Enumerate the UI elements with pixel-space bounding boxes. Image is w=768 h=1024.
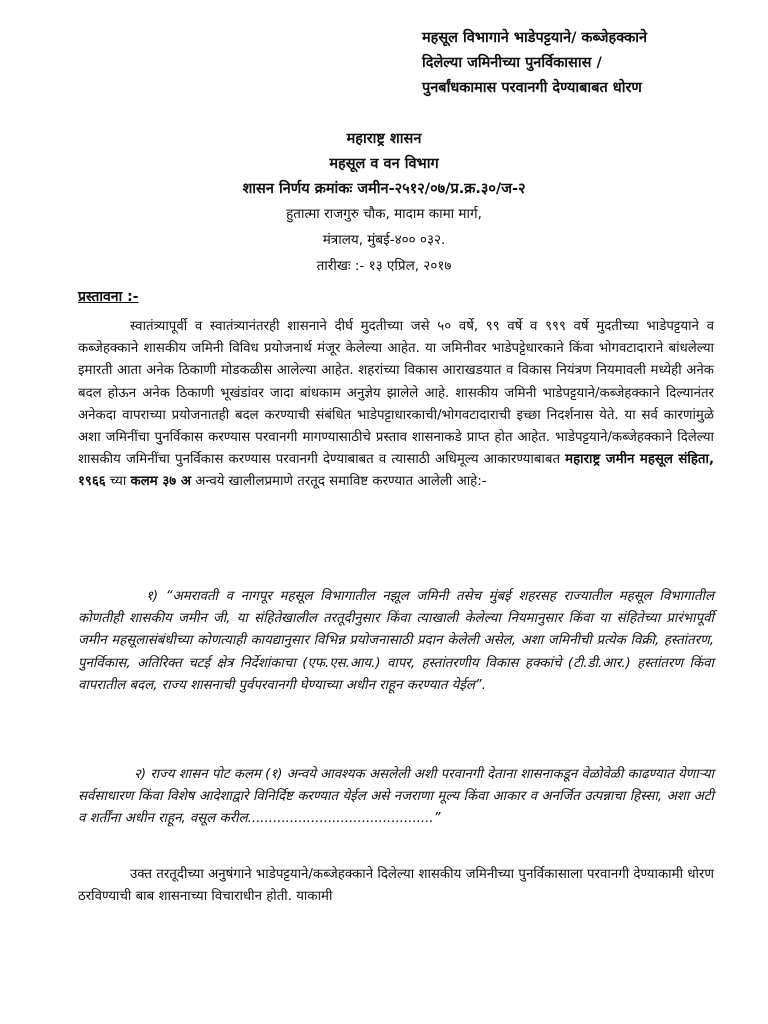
preamble-heading: प्रस्तावना :- bbox=[78, 289, 139, 305]
department-name: महसूल व वन विभाग bbox=[329, 156, 439, 172]
subject-line: दिलेल्या जमिनीच्या पुनर्विकासास / bbox=[422, 55, 602, 71]
clause-text: २) राज्य शासन पोट कलम (१) अन्वये आवश्यक असलेली अशी परवानगी देताना शासनाकडून वेळोवेळी काढण्यात येणाऱ्या सर्वसाधारण किंवा विशेष आदेशाद्वारे विनिर्दिष्ट करण्यात येईल असे नजराणा मूल्य किंवा आकार व अनर्जित उत्पन्नाचा हिस्सा, अशा अटी व शर्तींना अधीन राहून, वसूल करील............................................” bbox=[78, 767, 714, 827]
subject-line: पुनर्बांधकामास परवानगी देण्याबाबत धोरण bbox=[422, 80, 642, 96]
preamble-body: स्वातंत्र्यापूर्वी व स्वातंत्र्यानंतरही शासनाने दीर्घ मुदतीच्या जसे ५० वर्षे, ९९ वर्षे व ९९९ वर्षे मुदतीच्या भाडेपट्टयाने व कब्जेहक्काने शासकीय जमिनी विविध प्रयोजनार्थ मंजूर केलेल्या आहेत. या जमिनीवर भाडेपट्टेधारकाने किंवा भोगवटादाराने बांधलेल्या इमारती आता अनेक ठिकाणी मोडकळीस आलेल्या आहेत. शहरांच्या विकास आराखडयात व विकास नियंत्रण नियमावली मध्येही अनेक बदल होऊन अनेक ठिकाणी भूखंडांवर जादा बांधकाम अनुज्ञेय झालेले आहे. शासकीय जमिनी भाडेपट्टयाने/कब्जेहक्काने दिल्यानंतर अनेकदा वापराच्या प्रयोजनातही बदल करण्याची संबंधित भाडेपट्टाधारकाची/भोगवटादाराची इच्छा निदर्शनास येते. या सर्व कारणांमुळे अशा जमिनींचा पुनर्विकास करण्यास परवानगी मागण्यासाठीचे प्रस्ताव शासनाकडे प्राप्त होत आहेत. भाडेपट्टयाने/कब्जेहक्काने दिलेल्या शासकीय जमिनींचा पुनर्विकास करण्यास परवानगी देण्याबाबत व त्यासाठी अधिमूल्य आकारण्याबाबत bbox=[78, 319, 714, 468]
address-line: हुतात्मा राजगुरु चौक, मादाम कामा मार्ग, bbox=[286, 206, 482, 222]
resolution-number: शासन निर्णय क्रमांकः जमीन-२५१२/०७/प्र.क्र.३०/ज-२ bbox=[242, 181, 526, 197]
preamble-text bbox=[78, 316, 714, 494]
preamble-paragraph bbox=[78, 316, 714, 494]
quoted-clause-1 bbox=[78, 586, 714, 697]
subject-line: महसूल विभागाने भाडेपट्टयाने/ कब्जेहक्काने bbox=[422, 30, 648, 46]
address-line: मंत्रालय, मुंबई-४०० ०३२. bbox=[322, 232, 446, 248]
government-name: महाराष्ट्र शासन bbox=[346, 131, 422, 147]
connector-text: च्या bbox=[105, 474, 131, 490]
policy-paragraph bbox=[78, 864, 714, 908]
code-name: महाराष्ट्र जमीन महसूल संहिता, १९६६ bbox=[78, 452, 715, 490]
section-name: कलम ३७ अ bbox=[130, 474, 191, 490]
quoted-clause-2 bbox=[78, 764, 714, 831]
resolution-date: तारीखः :- १३ एप्रिल, २०१७ bbox=[316, 258, 452, 274]
policy-text: उक्त तरतूदीच्या अनुषंगाने भाडेपट्टयाने/कब्जेहक्काने दिलेल्या शासकीय जमिनीच्या पुनर्विकासाला परवानगी देण्याकामी धोरण ठरविण्याची बाब शासनाच्या विचाराधीन होती. याकामी bbox=[78, 867, 714, 905]
subject-block bbox=[422, 26, 752, 101]
clause-text: १) “अमरावती व नागपूर महसूल विभागातील नझूल जमिनी तसेच मुंबई शहरसह राज्यातील महसूल विभागातील कोणतीही शासकीय जमीन जी, या संहितेखालील तरतूदीनुसार किंवा त्याखाली केलेल्या नियमानुसार किंवा या संहितेच्या प्रारंभापूर्वी जमीन महसूलासंबंधीच्या कोणत्याही कायद्यानुसार विभिन्न प्रयोजनासाठी प्रदान केलेली असेल, अशा जमिनीची प्रत्येक विक्री, हस्तांतरण, पुनर्विकास, अतिरिक्त चटई क्षेत्र निर्देशांकाचा (एफ.एस.आय.) वापर, हस्तांतरणीय विकास हक्कांचे (टी.डी.आर.) हस्तांतरण किंवा वापरातील बदल, राज्य शासनाची पुर्वपरवानगी घेण्याच्या अधीन राहून करण्यात येईल”. bbox=[78, 589, 714, 693]
preamble-tail: अन्वये खालीलप्रमाणे तरतूद समाविष्ट करण्यात आलेली आहे:- bbox=[190, 474, 487, 490]
